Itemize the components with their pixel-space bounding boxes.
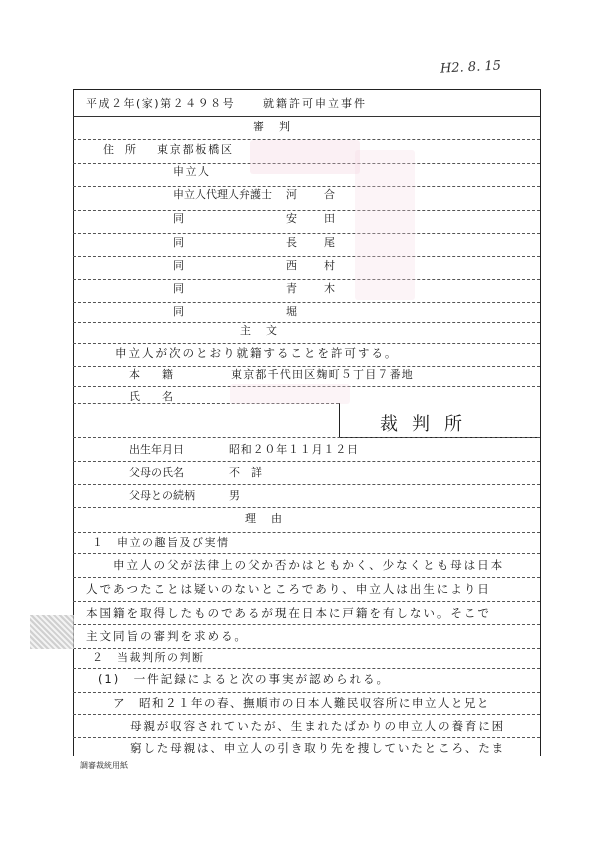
- divider: [73, 279, 540, 280]
- divider: [73, 507, 540, 508]
- birth-label: 出生年月日: [129, 443, 184, 456]
- attorney-prefix: 同: [173, 212, 184, 225]
- main-text: 申立人が次のとおり就籍することを許可する。: [115, 346, 399, 360]
- main-text-heading: 主 文: [240, 324, 279, 337]
- attorney-surname: 安: [286, 212, 297, 225]
- divider: [73, 532, 540, 533]
- address-value: 東京都板橋区: [157, 143, 234, 156]
- domicile-label: 本 籍: [129, 368, 173, 381]
- divider: [73, 210, 540, 211]
- divider: [73, 484, 540, 485]
- body-line: 申立人の父が法律上の父か否かはともかく、少なくとも母は日本: [113, 558, 505, 572]
- attorney-prefix: 同: [173, 305, 184, 318]
- divider: [73, 302, 540, 303]
- attorney-label: 申立人代理人弁護士: [173, 188, 272, 201]
- attorney-given: 尾: [324, 236, 335, 249]
- redaction-seal: [250, 140, 360, 174]
- redaction-seal: [230, 384, 350, 404]
- divider: [73, 624, 540, 625]
- body-line: 主文同旨の審判を求める。: [86, 629, 248, 643]
- redaction-seal: [355, 150, 415, 300]
- address-label: 住 所: [103, 143, 136, 156]
- divider: [73, 668, 540, 669]
- divider: [73, 648, 540, 649]
- relation-label: 父母との続柄: [129, 489, 195, 502]
- attorney-prefix: 同: [173, 259, 184, 272]
- divider: [73, 437, 540, 438]
- parents-value: 不 詳: [229, 466, 262, 479]
- attorney-prefix: 同: [173, 236, 184, 249]
- divider: [73, 116, 540, 117]
- punch-stamp-mark: [30, 615, 74, 649]
- divider: [73, 256, 540, 257]
- attorney-surname: 青: [286, 282, 297, 295]
- body-line: 本国籍を取得したものであるが現在日本に戸籍を有しない。そこで: [86, 606, 491, 620]
- attorney-given: 田: [324, 212, 335, 225]
- attorney-surname: 堀: [286, 305, 297, 318]
- section2-title: ２ 当裁判所の判断: [92, 651, 205, 664]
- attorney-prefix: 同: [173, 282, 184, 295]
- domicile-value: 東京都千代田区麹町５丁目７番地: [231, 368, 414, 381]
- section2-item: (1) 一件記録によると次の事実が認められる。: [98, 672, 390, 686]
- name-label: 氏 名: [129, 390, 173, 403]
- section1-title: １ 申立の趣旨及び実情: [92, 536, 230, 549]
- divider: [73, 322, 540, 323]
- body-line: ア 昭和２１年の春、撫順市の日本人難民収容所に申立人と兄と: [113, 696, 490, 710]
- attorney-surname: 長: [286, 236, 297, 249]
- divider: [73, 714, 540, 715]
- body-line: 人であつたことは疑いのないところであり、申立人は出生により日: [86, 582, 491, 596]
- body-line: 母親が収容されていたが、生まれたばかりの申立人の養育に困: [130, 719, 506, 733]
- divider: [73, 186, 540, 187]
- relation-value: 男: [229, 489, 240, 502]
- divider: [73, 553, 540, 554]
- attorney-given: 木: [324, 282, 335, 295]
- applicant-label: 申立人: [173, 165, 211, 178]
- case-number: 平成２年(家)第２４９８号: [86, 97, 236, 110]
- body-line: 窮した母親は、申立人の引き取り先を捜していたところ、たま: [130, 741, 506, 755]
- divider: [73, 601, 540, 602]
- attorney-given: 村: [324, 259, 335, 272]
- divider: [73, 343, 540, 344]
- reasons-heading: 理 由: [245, 512, 284, 525]
- handwritten-date-note: H2. 8. 15: [439, 58, 502, 77]
- divider: [73, 366, 540, 367]
- document-title: 審 判: [253, 120, 292, 133]
- court-label: 裁判所: [380, 414, 476, 435]
- attorney-surname: 西: [286, 259, 297, 272]
- divider: [73, 233, 540, 234]
- birth-value: 昭和２０年１１月１２日: [229, 443, 359, 456]
- parents-label: 父母の氏名: [129, 466, 184, 479]
- divider: [73, 737, 540, 738]
- divider: [73, 577, 540, 578]
- form-footer: 調審裁統用紙: [80, 761, 128, 770]
- case-title: 就籍許可申立事件: [263, 97, 367, 110]
- divider: [73, 692, 540, 693]
- divider: [73, 461, 540, 462]
- attorney-surname: 河: [286, 188, 297, 201]
- attorney-given: 合: [324, 188, 335, 201]
